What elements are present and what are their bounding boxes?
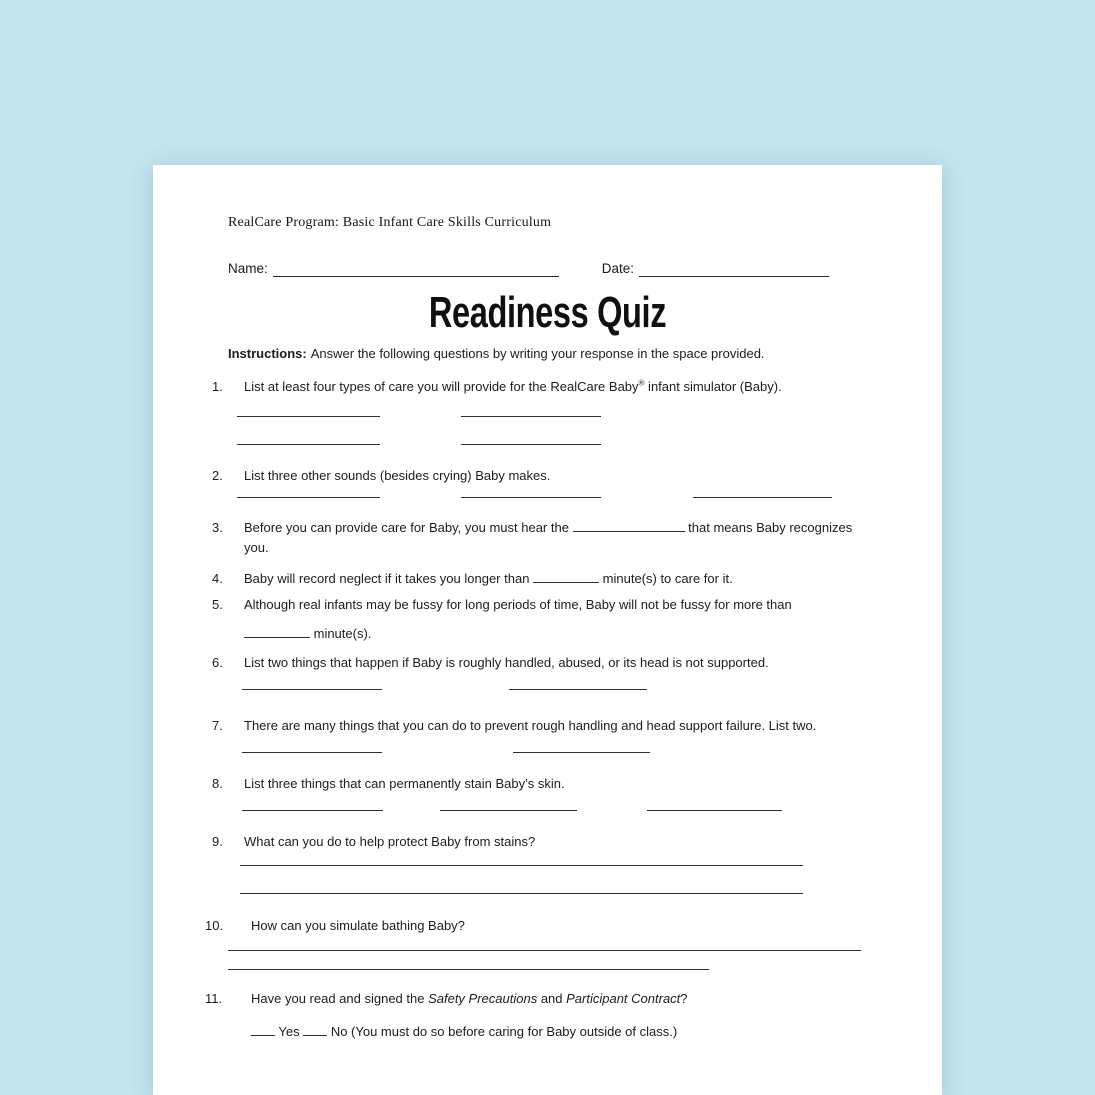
question-number: 9. bbox=[212, 834, 223, 849]
quiz-title: Readiness Quiz bbox=[428, 288, 667, 337]
question-number: 7. bbox=[212, 718, 223, 733]
question-4 bbox=[212, 569, 867, 589]
answer-blank[interactable] bbox=[240, 880, 803, 894]
question-text: Before you can provide care for Baby, you must hear the bbox=[244, 520, 573, 535]
inline-answer-blank[interactable] bbox=[251, 1023, 275, 1036]
question-2 bbox=[212, 466, 867, 497]
answer-blank[interactable] bbox=[237, 426, 380, 445]
answer-blank[interactable] bbox=[240, 852, 803, 866]
question-text: List three things that can permanently stain Baby’s skin. bbox=[244, 776, 565, 791]
question-text: that means Baby recognizes bbox=[684, 520, 853, 535]
answer-blank-row bbox=[228, 880, 867, 893]
answer-blank[interactable] bbox=[440, 794, 577, 811]
question-line bbox=[205, 989, 867, 1009]
program-title: RealCare Program: Basic Infant Care Skills Curriculum bbox=[228, 215, 552, 230]
registered-mark: ® bbox=[638, 378, 645, 388]
answer-blank-row bbox=[228, 398, 867, 416]
inline-answer-blank[interactable] bbox=[303, 1023, 327, 1036]
instructions-text: Answer the following questions by writing your response in the space provided. bbox=[310, 346, 765, 361]
question-text: What can you do to help protect Baby from stains? bbox=[244, 834, 536, 849]
question-line bbox=[205, 916, 867, 936]
answer-blank-row bbox=[228, 955, 867, 969]
question-line bbox=[212, 466, 867, 486]
question-6 bbox=[212, 653, 867, 689]
question-text: Have you read and signed the bbox=[251, 991, 429, 1006]
document-content bbox=[153, 165, 942, 1042]
question-line bbox=[212, 774, 867, 794]
question-line bbox=[212, 595, 867, 615]
question-text: List two things that happen if Baby is roughly handled, abused, or its head is not supported. bbox=[244, 655, 769, 670]
question-line bbox=[228, 1022, 867, 1042]
answer-blank-row bbox=[228, 486, 867, 497]
question-3 bbox=[212, 518, 867, 558]
answer-blank[interactable] bbox=[228, 936, 861, 951]
question-text: Although real infants may be fussy for long periods of time, Baby will not be fussy for more than bbox=[244, 597, 792, 612]
answer-blank[interactable] bbox=[228, 955, 709, 970]
name-blank[interactable] bbox=[273, 263, 559, 277]
question-number: 2. bbox=[212, 468, 223, 483]
answer-blank[interactable] bbox=[461, 426, 601, 445]
inline-answer-blank[interactable] bbox=[533, 570, 599, 583]
name-label: Name: bbox=[228, 261, 268, 276]
answer-blank-row bbox=[228, 794, 867, 810]
question-text: No (You must do so before caring for Baby outside of class.) bbox=[327, 1024, 678, 1039]
date-label: Date: bbox=[601, 261, 635, 276]
question-line bbox=[212, 716, 867, 736]
question-5 bbox=[212, 595, 867, 644]
question-line bbox=[212, 569, 867, 589]
document-page bbox=[153, 165, 942, 1095]
answer-blank[interactable] bbox=[647, 794, 782, 811]
question-1 bbox=[212, 377, 867, 444]
answer-blank[interactable] bbox=[513, 736, 650, 753]
question-text: List at least four types of care you will provide for the RealCare Baby bbox=[244, 379, 639, 394]
question-line bbox=[212, 377, 867, 397]
italic-text: Safety Precautions bbox=[428, 991, 538, 1006]
instructions-label: Instructions: bbox=[228, 346, 307, 361]
question-number: 6. bbox=[212, 655, 223, 670]
question-line bbox=[212, 832, 867, 852]
question-text: ? bbox=[680, 991, 688, 1006]
question-text: minute(s). bbox=[310, 626, 372, 641]
question-text: you. bbox=[244, 540, 269, 555]
question-number: 10. bbox=[205, 918, 224, 933]
question-line bbox=[212, 518, 867, 538]
inline-answer-blank[interactable] bbox=[244, 625, 310, 638]
answer-blank[interactable] bbox=[237, 486, 380, 498]
question-number: 8. bbox=[212, 776, 223, 791]
question-9 bbox=[212, 832, 867, 893]
answer-blank-row bbox=[228, 852, 867, 865]
question-10 bbox=[205, 916, 867, 969]
answer-blank-row bbox=[228, 936, 867, 950]
answer-blank[interactable] bbox=[461, 398, 601, 417]
name-date-row bbox=[228, 261, 867, 277]
question-7 bbox=[212, 716, 867, 752]
question-11 bbox=[205, 989, 867, 1042]
instructions bbox=[228, 344, 867, 364]
question-number: 3. bbox=[212, 520, 223, 535]
answer-blank[interactable] bbox=[242, 673, 382, 690]
question-text: Baby will record neglect if it takes you longer than bbox=[244, 571, 534, 586]
answer-blank[interactable] bbox=[237, 398, 380, 417]
question-text: minute(s) to care for it. bbox=[599, 571, 733, 586]
question-number: 5. bbox=[212, 597, 223, 612]
inline-answer-blank[interactable] bbox=[573, 519, 685, 532]
answer-blank[interactable] bbox=[242, 736, 382, 753]
question-text: Yes bbox=[275, 1024, 304, 1039]
answer-blank-row bbox=[228, 673, 867, 689]
question-8 bbox=[212, 774, 867, 810]
answer-blank-row bbox=[228, 426, 867, 444]
question-line bbox=[212, 653, 867, 673]
question-text: How can you simulate bathing Baby? bbox=[251, 918, 465, 933]
italic-text: Participant Contract bbox=[566, 991, 681, 1006]
question-line bbox=[228, 624, 867, 644]
question-number: 4. bbox=[212, 571, 223, 586]
question-text: and bbox=[537, 991, 567, 1006]
question-line bbox=[228, 538, 867, 558]
questions-list bbox=[205, 377, 867, 1042]
question-text: infant simulator (Baby). bbox=[644, 379, 782, 394]
question-number: 1. bbox=[212, 379, 223, 394]
answer-blank[interactable] bbox=[693, 486, 832, 498]
answer-blank-row bbox=[228, 736, 867, 752]
question-text: List three other sounds (besides crying) Baby makes. bbox=[244, 468, 551, 483]
question-text: There are many things that you can do to prevent rough handling and head support failure. List two. bbox=[244, 718, 817, 733]
answer-blank[interactable] bbox=[461, 486, 601, 498]
answer-blank[interactable] bbox=[242, 794, 383, 811]
date-blank[interactable] bbox=[639, 263, 829, 277]
answer-blank[interactable] bbox=[509, 673, 647, 690]
question-number: 11. bbox=[205, 991, 223, 1006]
